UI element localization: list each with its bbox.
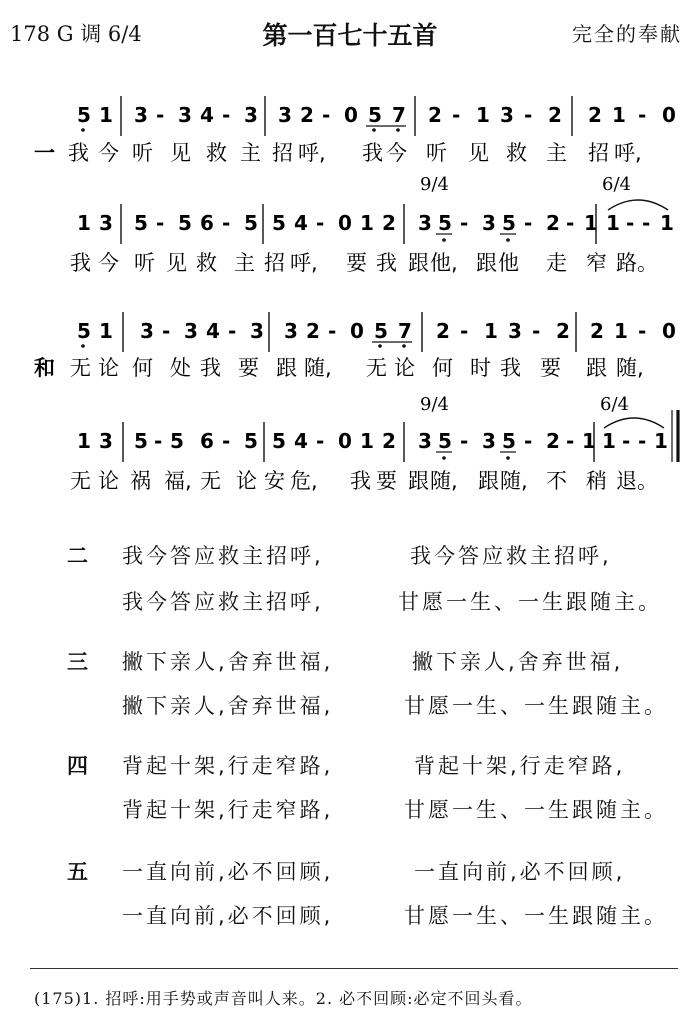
lyric: 见 [166, 251, 187, 275]
lyric: 要 [376, 469, 397, 493]
note: 5 [438, 211, 452, 235]
note: 0 [662, 103, 676, 127]
note: 5 [244, 211, 258, 235]
verse-line: 甘愿一生、一生跟随主。 [404, 904, 668, 928]
note: - [532, 319, 541, 343]
verse-line: 我今答应救主招呼, [122, 590, 324, 614]
lyric: 我 [70, 251, 91, 275]
note: 1 [484, 319, 498, 343]
lyric: 论 [236, 469, 257, 493]
note: 1 [99, 319, 113, 343]
note: 2 [546, 429, 560, 453]
lyric: 呼, [614, 141, 642, 165]
note: 0 [344, 103, 358, 127]
lyric: 我 [200, 356, 221, 380]
note: - [524, 211, 533, 235]
lyric: 窄 [586, 251, 607, 275]
note: 5 [77, 319, 91, 343]
meter-change: 9/4 [420, 394, 449, 415]
note: 5 [77, 103, 91, 127]
note: 5 [502, 429, 516, 453]
lyric: 无 [366, 356, 387, 380]
lyric: 主 [240, 141, 261, 165]
note: 3 [500, 103, 514, 127]
note: 0 [662, 319, 676, 343]
lyric: 我 [500, 356, 521, 380]
lyric: 跟 [408, 251, 429, 275]
note: - [460, 429, 469, 453]
note: 4 [294, 211, 308, 235]
lyric: 他, [430, 251, 458, 275]
lyric: 听 [426, 141, 447, 165]
footnote: (175)1. 招呼:用手势或声音叫人来。2. 必不回顾:必定不回头看。 [34, 989, 533, 1008]
note: 3 [284, 319, 298, 343]
note: 2 [382, 211, 396, 235]
lyric: 要 [238, 356, 259, 380]
note: 3 [278, 103, 292, 127]
verse-label: 一 [34, 141, 55, 165]
note: 3 [134, 103, 148, 127]
note: 2 [428, 103, 442, 127]
lyric: 跟 [478, 469, 499, 493]
note: 6 [200, 429, 214, 453]
lyric: 招 [588, 141, 609, 165]
lyric: 他 [498, 251, 519, 275]
verse-line: 背起十架,行走窄路, [414, 754, 626, 778]
lyric: 今 [386, 141, 407, 165]
verse-line: 撇下亲人,舍弃世福, [412, 650, 624, 674]
lyric: 要 [346, 251, 367, 275]
note: 5 [170, 429, 184, 453]
note: - [460, 319, 469, 343]
verse-label: 和 [34, 356, 55, 380]
music-system-3 [34, 312, 676, 380]
note: 1 [582, 429, 596, 453]
note: 4 [206, 319, 220, 343]
lyric: 不 [546, 469, 567, 493]
note: 4 [200, 103, 214, 127]
note: 5 [134, 211, 148, 235]
note: 6 [200, 211, 214, 235]
note: - [222, 103, 231, 127]
lyric: 见 [170, 141, 191, 165]
note: 5 [374, 319, 388, 343]
music-system-1 [34, 96, 676, 165]
note: 5 [244, 429, 258, 453]
note: - [524, 429, 533, 453]
lyric: 主 [546, 141, 567, 165]
verse-line: 我今答应救主招呼, [122, 544, 324, 568]
lyric: 随, [616, 356, 644, 380]
footnote-rule [30, 968, 678, 969]
note: 2 [300, 103, 314, 127]
hymn-subtitle: 完全的奉献 [572, 22, 682, 46]
verse-line: 背起十架,行走窄路, [122, 798, 334, 822]
note: 1 [99, 103, 113, 127]
lyric: 我 [362, 141, 383, 165]
note: 1 [360, 211, 374, 235]
note: - [154, 429, 163, 453]
note: 1 [602, 429, 616, 453]
lyric: 见 [468, 141, 489, 165]
note: 0 [338, 429, 352, 453]
tie [604, 418, 664, 428]
meter-change: 6/4 [602, 174, 631, 195]
music-system-2 [70, 174, 674, 275]
note: - [328, 319, 337, 343]
note: - [460, 211, 469, 235]
note: 2 [546, 211, 560, 235]
note: 3 [244, 103, 258, 127]
note: 5 [368, 103, 382, 127]
verse-line: 背起十架,行走窄路, [122, 754, 334, 778]
verse-line: 撇下亲人,舍弃世福, [122, 694, 334, 718]
note: - [222, 211, 231, 235]
lyric: 何 [432, 356, 453, 380]
lyric: 路。 [616, 251, 658, 275]
note: 3 [99, 211, 113, 235]
verse-line: 甘愿一生、一生跟随主。 [398, 590, 662, 614]
note: 1 [584, 211, 598, 235]
note: 2 [556, 319, 570, 343]
lyric: 随, [430, 469, 458, 493]
lyric: 救 [196, 251, 217, 275]
note: - [452, 103, 461, 127]
verse-line: 我今答应救主招呼, [410, 544, 612, 568]
note: - [638, 429, 647, 453]
note: 5 [438, 429, 452, 453]
note: 1 [606, 211, 620, 235]
lyric: 退。 [616, 469, 658, 493]
note: - [622, 429, 631, 453]
note: 3 [250, 319, 264, 343]
lyric: 今 [98, 141, 119, 165]
note: 5 [272, 429, 286, 453]
lyric: 无 [70, 356, 91, 380]
verse-line: 一直向前,必不回顾, [122, 904, 334, 928]
lyric: 主 [234, 251, 255, 275]
lyric: 呼, [290, 251, 318, 275]
note: 2 [436, 319, 450, 343]
verse-line: 一直向前,必不回顾, [414, 860, 626, 884]
music-system-4 [70, 394, 678, 493]
note: 1 [77, 429, 91, 453]
lyric: 处 [170, 356, 191, 380]
note: 5 [134, 429, 148, 453]
lyric: 无 [70, 469, 91, 493]
lyric: 跟 [586, 356, 607, 380]
note: 3 [184, 319, 198, 343]
lyric: 今 [98, 251, 119, 275]
note: - [222, 429, 231, 453]
lyric: 救 [506, 141, 527, 165]
note: 7 [398, 319, 412, 343]
note: 4 [294, 429, 308, 453]
lyric: 稍 [586, 469, 607, 493]
note: - [642, 211, 651, 235]
note: - [162, 319, 171, 343]
note: - [638, 103, 647, 127]
note: 3 [508, 319, 522, 343]
lyric: 走 [546, 251, 567, 275]
note: 2 [548, 103, 562, 127]
verse-line: 甘愿一生、一生跟随主。 [404, 798, 668, 822]
lyric: 跟 [476, 251, 497, 275]
note: 7 [392, 103, 406, 127]
lyric: 呼, [298, 141, 326, 165]
note: 3 [178, 103, 192, 127]
hymn-number-key: 178 G 调 6/4 [10, 22, 142, 46]
note: - [322, 103, 331, 127]
verse-line: 撇下亲人,舍弃世福, [122, 650, 334, 674]
note: 5 [178, 211, 192, 235]
lyric: 要 [540, 356, 561, 380]
verse-number: 三 [67, 650, 88, 674]
note: - [156, 211, 165, 235]
note: 0 [338, 211, 352, 235]
lyric: 无 [200, 469, 221, 493]
note: 2 [306, 319, 320, 343]
note: - [566, 429, 575, 453]
note: - [524, 103, 533, 127]
lyric: 何 [132, 356, 153, 380]
meter-change: 9/4 [420, 174, 449, 195]
note: - [566, 211, 575, 235]
lyric: 听 [132, 141, 153, 165]
verse-number: 五 [67, 860, 88, 884]
lyric: 跟 [408, 469, 429, 493]
lyric: 我 [350, 469, 371, 493]
note: 2 [590, 319, 604, 343]
note: 3 [482, 429, 496, 453]
lyric: 听 [134, 251, 155, 275]
note: - [626, 211, 635, 235]
lyric: 论 [394, 356, 415, 380]
note: - [156, 103, 165, 127]
note: - [638, 319, 647, 343]
tie [608, 200, 668, 210]
note: - [316, 429, 325, 453]
lyric: 危, [290, 469, 318, 493]
lyric: 随, [304, 356, 332, 380]
note: 5 [272, 211, 286, 235]
note: 1 [360, 429, 374, 453]
verse-number: 四 [67, 754, 88, 778]
lyric: 跟 [276, 356, 297, 380]
lyric: 论 [98, 469, 119, 493]
note: 1 [612, 103, 626, 127]
meter-change: 6/4 [600, 394, 629, 415]
note: - [316, 211, 325, 235]
note: - [228, 319, 237, 343]
note: 1 [77, 211, 91, 235]
verse-line: 一直向前,必不回顾, [122, 860, 334, 884]
lyric: 祸 [130, 469, 151, 493]
note: 1 [654, 429, 668, 453]
lyric: 招 [272, 141, 293, 165]
note: 1 [614, 319, 628, 343]
lyric: 时 [470, 356, 491, 380]
hymn-title: 第一百七十五首 [262, 21, 438, 50]
verse-number: 二 [67, 544, 88, 568]
note: 3 [482, 211, 496, 235]
lyric: 福, [164, 469, 192, 493]
note: 3 [418, 211, 432, 235]
lyric: 我 [376, 251, 397, 275]
lyric: 救 [206, 141, 227, 165]
note: 2 [588, 103, 602, 127]
note: 3 [140, 319, 154, 343]
note: 0 [350, 319, 364, 343]
note: 1 [660, 211, 674, 235]
note: 3 [99, 429, 113, 453]
note: 2 [382, 429, 396, 453]
lyric: 随, [500, 469, 528, 493]
lyric: 安 [264, 469, 285, 493]
note: 3 [418, 429, 432, 453]
lyric: 我 [68, 141, 89, 165]
note: 1 [476, 103, 490, 127]
lyric: 招 [264, 251, 285, 275]
lyric: 论 [98, 356, 119, 380]
note: 5 [502, 211, 516, 235]
verse-line: 甘愿一生、一生跟随主。 [404, 694, 668, 718]
